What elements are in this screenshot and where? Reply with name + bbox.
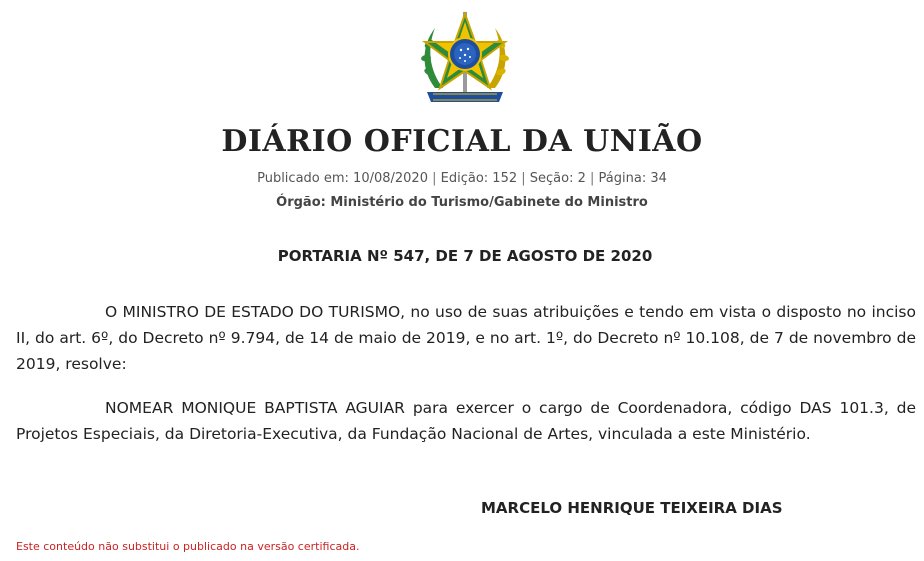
newspaper-title: DIÁRIO OFICIAL DA UNIÃO [221,124,703,159]
portaria-title: PORTARIA Nº 547, DE 7 DE AGOSTO DE 2020 [277,247,653,265]
signatory-name: MARCELO HENRIQUE TEIXEIRA DIAS [481,499,783,517]
certification-disclaimer: Este conteúdo não substitui o publicado na versão certificada. [16,540,360,553]
brasao-da-republica-icon [413,8,517,108]
separator: | [427,171,441,186]
section-number: Seção: 2 [529,171,586,186]
publication-info [0,171,924,186]
orgao-line: Órgão: Ministério do Turismo/Gabinete do Ministro [276,195,648,210]
paragraph-resolution: NOMEAR MONIQUE BAPTISTA AGUIAR para exercer o cargo de Coordenadora, código DAS 101.3, de Projetos Especiais, da Diretoria-Executiva, da Fundação Nacional de Artes, vinculada a este Ministério. [16,399,916,443]
separator: | [585,171,599,186]
paragraph-preamble: O MINISTRO DE ESTADO DO TURISMO, no uso de suas atribuições e tendo em vista o disposto no inciso II, do art. 6º, do Decreto nº 9.794, de 14 de maio de 2019, e no art. 1º, do Decreto nº 10.108, de 7 de novembro de 2019, resolve: [16,303,916,373]
publication-date: Publicado em: 10/08/2020 [257,171,428,186]
edition-number: Edição: 152 [440,171,518,186]
page-number: Página: 34 [598,171,667,186]
separator: | [517,171,530,186]
